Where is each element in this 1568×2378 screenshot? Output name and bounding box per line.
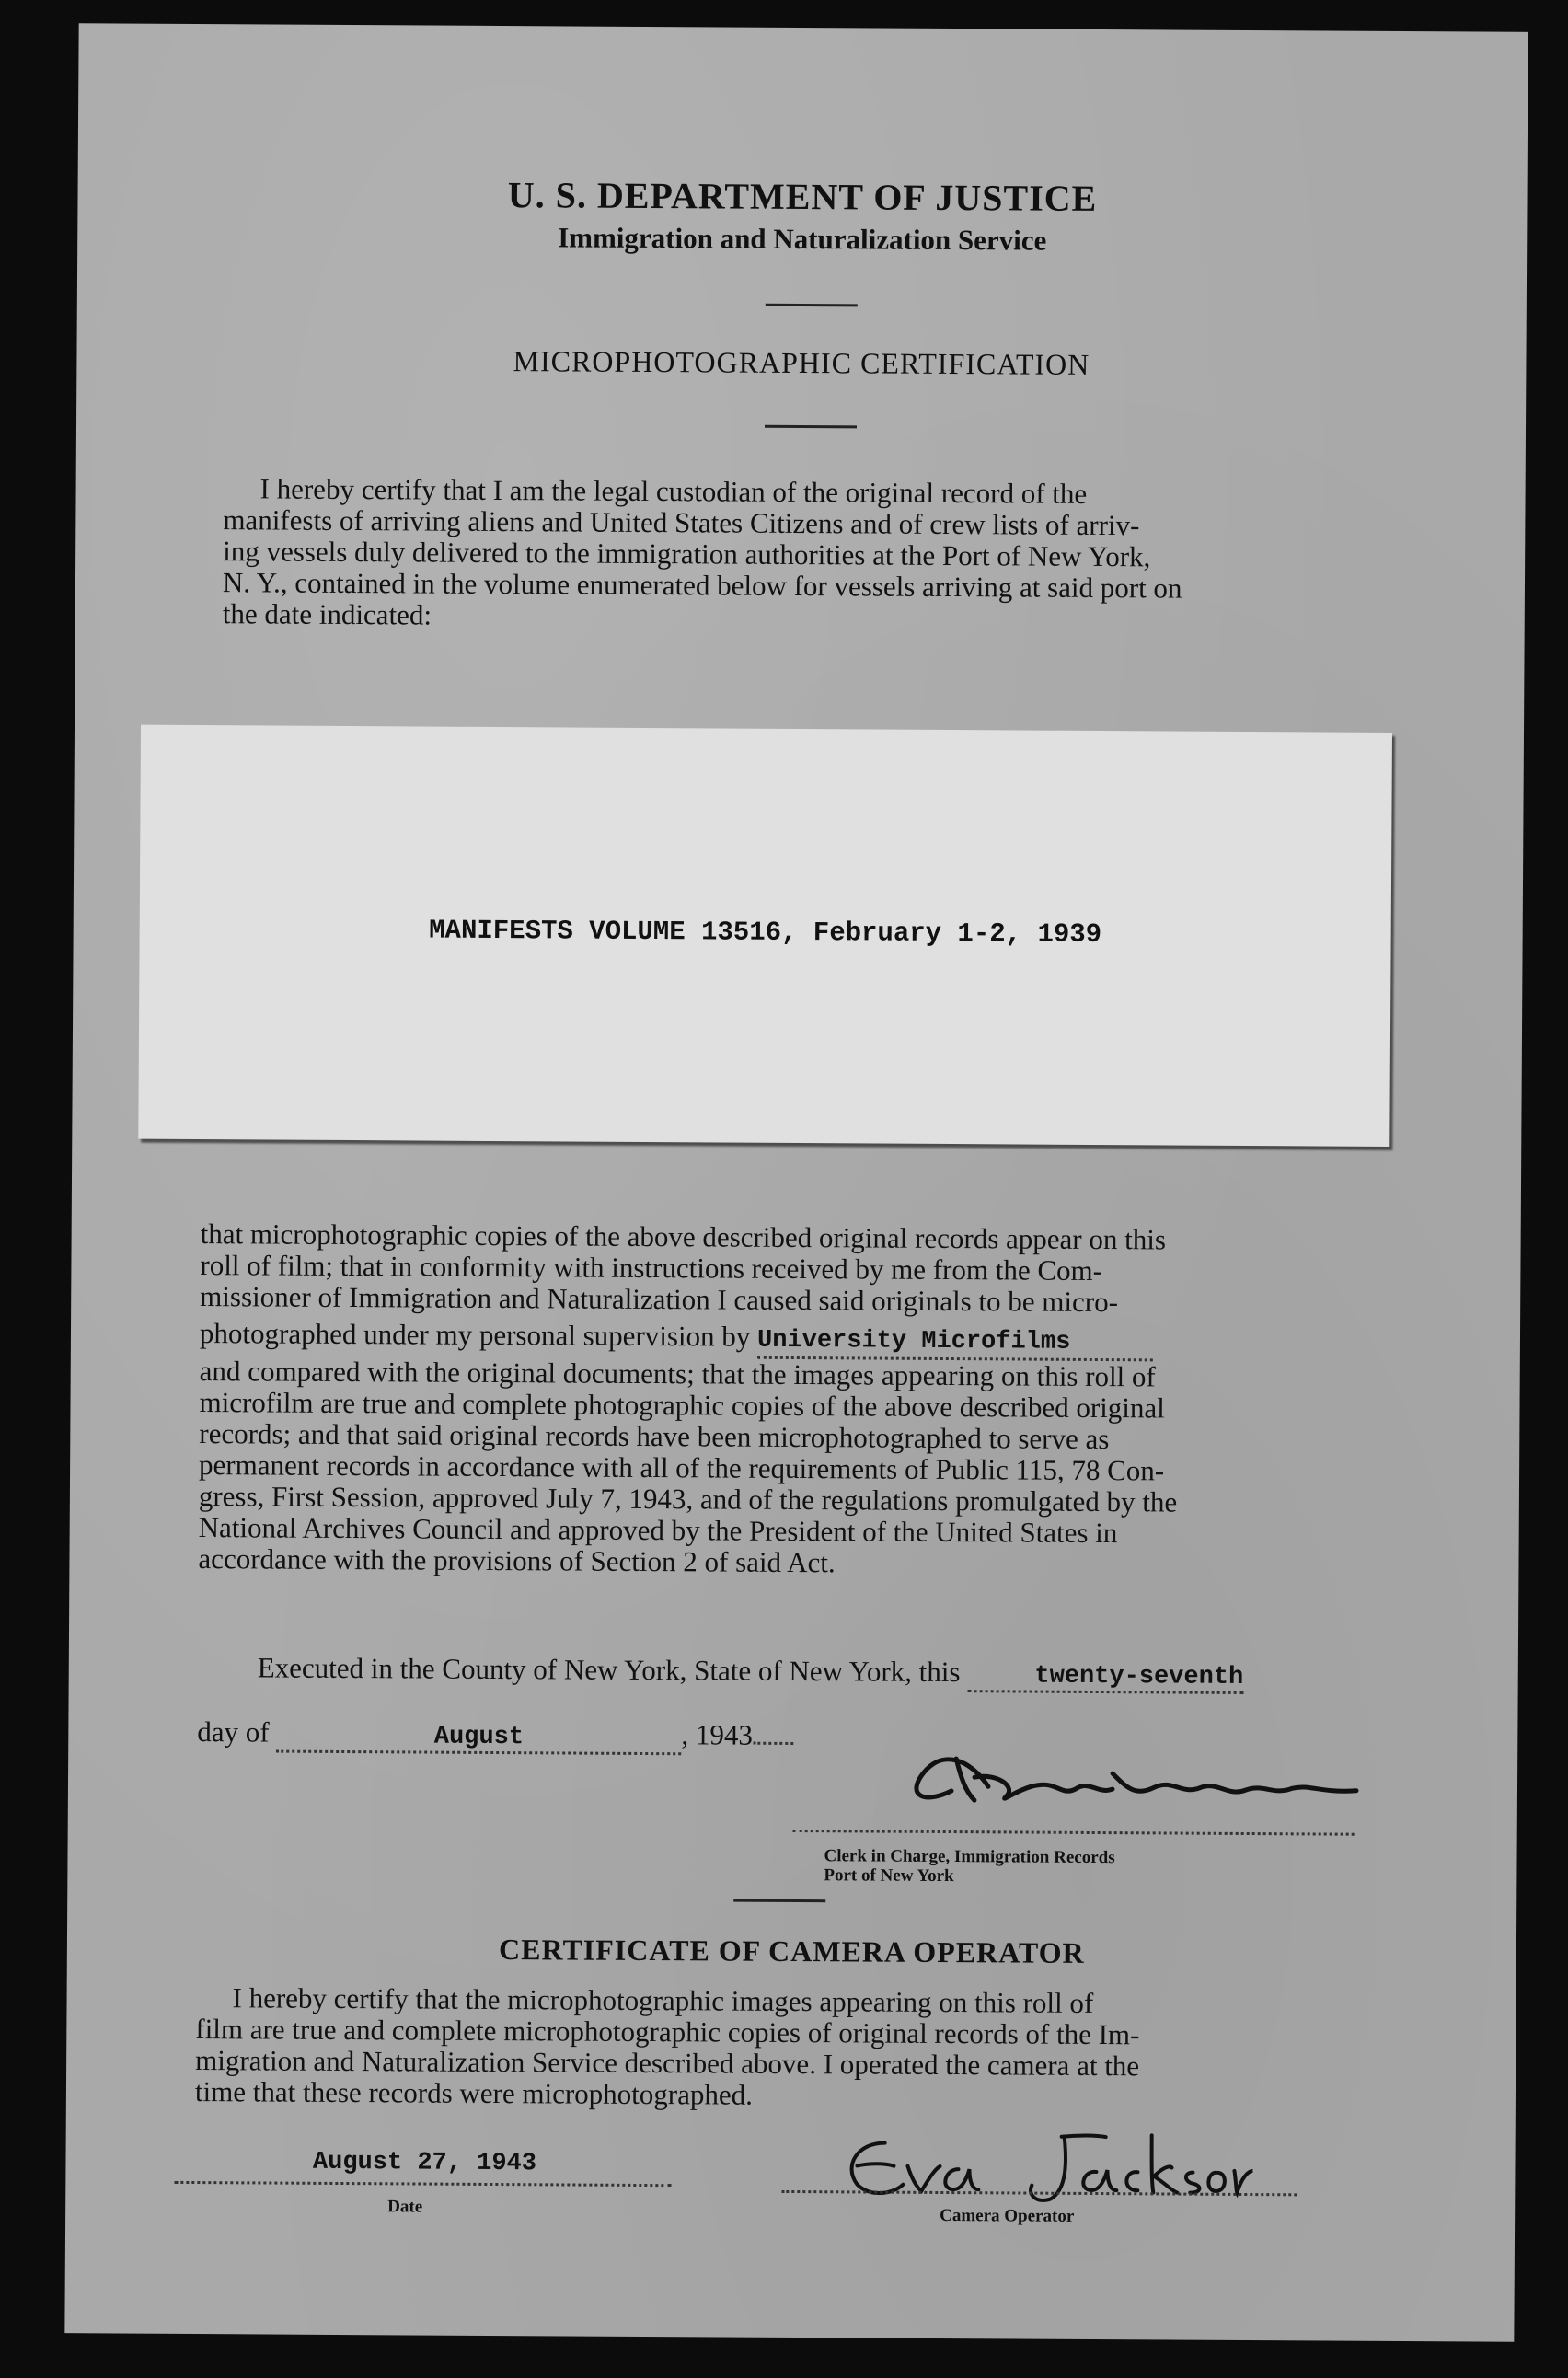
clerk-title-line: Port of New York <box>824 1865 954 1887</box>
date-label: Date <box>387 2197 423 2217</box>
certificate-sheet <box>64 23 1528 2342</box>
record-card <box>138 725 1392 1147</box>
clerk-signature-line <box>793 1830 1355 1836</box>
camera-line: migration and Naturalization Service described above. I operated the camera at the <box>195 2044 1140 2083</box>
company-name: University Microfilms <box>756 1326 1071 1356</box>
operator-date-line <box>174 2181 671 2187</box>
operator-date-value: August 27, 1943 <box>312 2148 537 2178</box>
body-line: records; and that said original records have been microphotographed to serve as <box>199 1417 1110 1456</box>
intro-line: I hereby certify that I am the legal custodian of the original record of the <box>259 472 1088 510</box>
body-line: missioner of Immigration and Naturalization I caused said originals to be micro- <box>200 1280 1119 1319</box>
operator-date-field <box>176 2148 673 2178</box>
intro-line: N. Y., contained in the volume enumerated below for vessels arriving at said port on <box>222 566 1182 605</box>
camera-operator-heading: CERTIFICATE OF CAMERA OPERATOR <box>498 1933 1085 1969</box>
intro-line: the date indicated: <box>222 597 432 631</box>
operator-label: Camera Operator <box>940 2205 1075 2226</box>
service-subtitle: Immigration and Naturalization Service <box>558 221 1047 257</box>
day-value: twenty-seventh <box>1034 1662 1244 1691</box>
month-field <box>276 1716 681 1756</box>
camera-line: I hereby certify that the microphotographic images appearing on this roll of <box>232 1981 1094 2019</box>
execution-line <box>258 1651 1417 1695</box>
body-line: that microphotographic copies of the above described original records appear on this <box>200 1218 1167 1256</box>
camera-operator-paragraph <box>195 1982 1374 2115</box>
divider <box>733 1899 825 1903</box>
certification-title: MICROPHOTOGRAPHIC CERTIFICATION <box>513 344 1090 381</box>
body-line: and compared with the original documents; that the images appearing on this roll of <box>199 1355 1156 1393</box>
intro-paragraph <box>223 473 1392 637</box>
clerk-title <box>824 1846 1114 1887</box>
day-of-label: day of <box>197 1715 270 1749</box>
camera-line: time that these records were microphotographed. <box>194 2075 754 2111</box>
camera-line: film are true and complete microphotographic copies of original records of the Im- <box>195 2013 1140 2051</box>
divider <box>765 425 857 429</box>
intro-line: ing vessels duly delivered to the immigration authorities at the Port of New York, <box>223 535 1151 573</box>
execution-text: Executed in the County of New York, State of New York, this <box>257 1651 961 1689</box>
body-line: gress, First Session, approved July 7, 1943, and of the regulations promulgated by the <box>198 1480 1178 1518</box>
body-line: accordance with the provisions of Section 2 of said Act. <box>198 1542 836 1579</box>
body-line: microfilm are true and complete photographic copies of the above described original <box>199 1386 1165 1425</box>
year-dots <box>753 1742 793 1745</box>
supervision-field <box>757 1322 1153 1362</box>
divider <box>766 304 858 307</box>
year-value: , 1943 <box>681 1718 754 1751</box>
record-volume: MANIFESTS VOLUME 13516, February 1-2, 1939 <box>429 915 1102 951</box>
day-field <box>967 1656 1243 1694</box>
month-value: August <box>433 1723 525 1752</box>
intro-line: manifests of arriving aliens and United States Citizens and of crew lists of arriv- <box>223 503 1140 542</box>
supervision-prefix: photographed under my personal supervision by <box>199 1317 751 1353</box>
body-line: National Archives Council and approved by the President of the United States in <box>198 1511 1118 1550</box>
clerk-title-line: Clerk in Charge, Immigration Records <box>824 1846 1115 1868</box>
body-paragraph <box>198 1218 1387 1582</box>
department-title: U. S. DEPARTMENT OF JUSTICE <box>507 174 1098 219</box>
body-line: roll of film; that in conformity with instructions received by me from the Com- <box>200 1249 1103 1287</box>
body-line: permanent records in accordance with all of the requirements of Public 115, 78 Con- <box>199 1449 1165 1487</box>
clerk-signature <box>859 1721 1376 1825</box>
